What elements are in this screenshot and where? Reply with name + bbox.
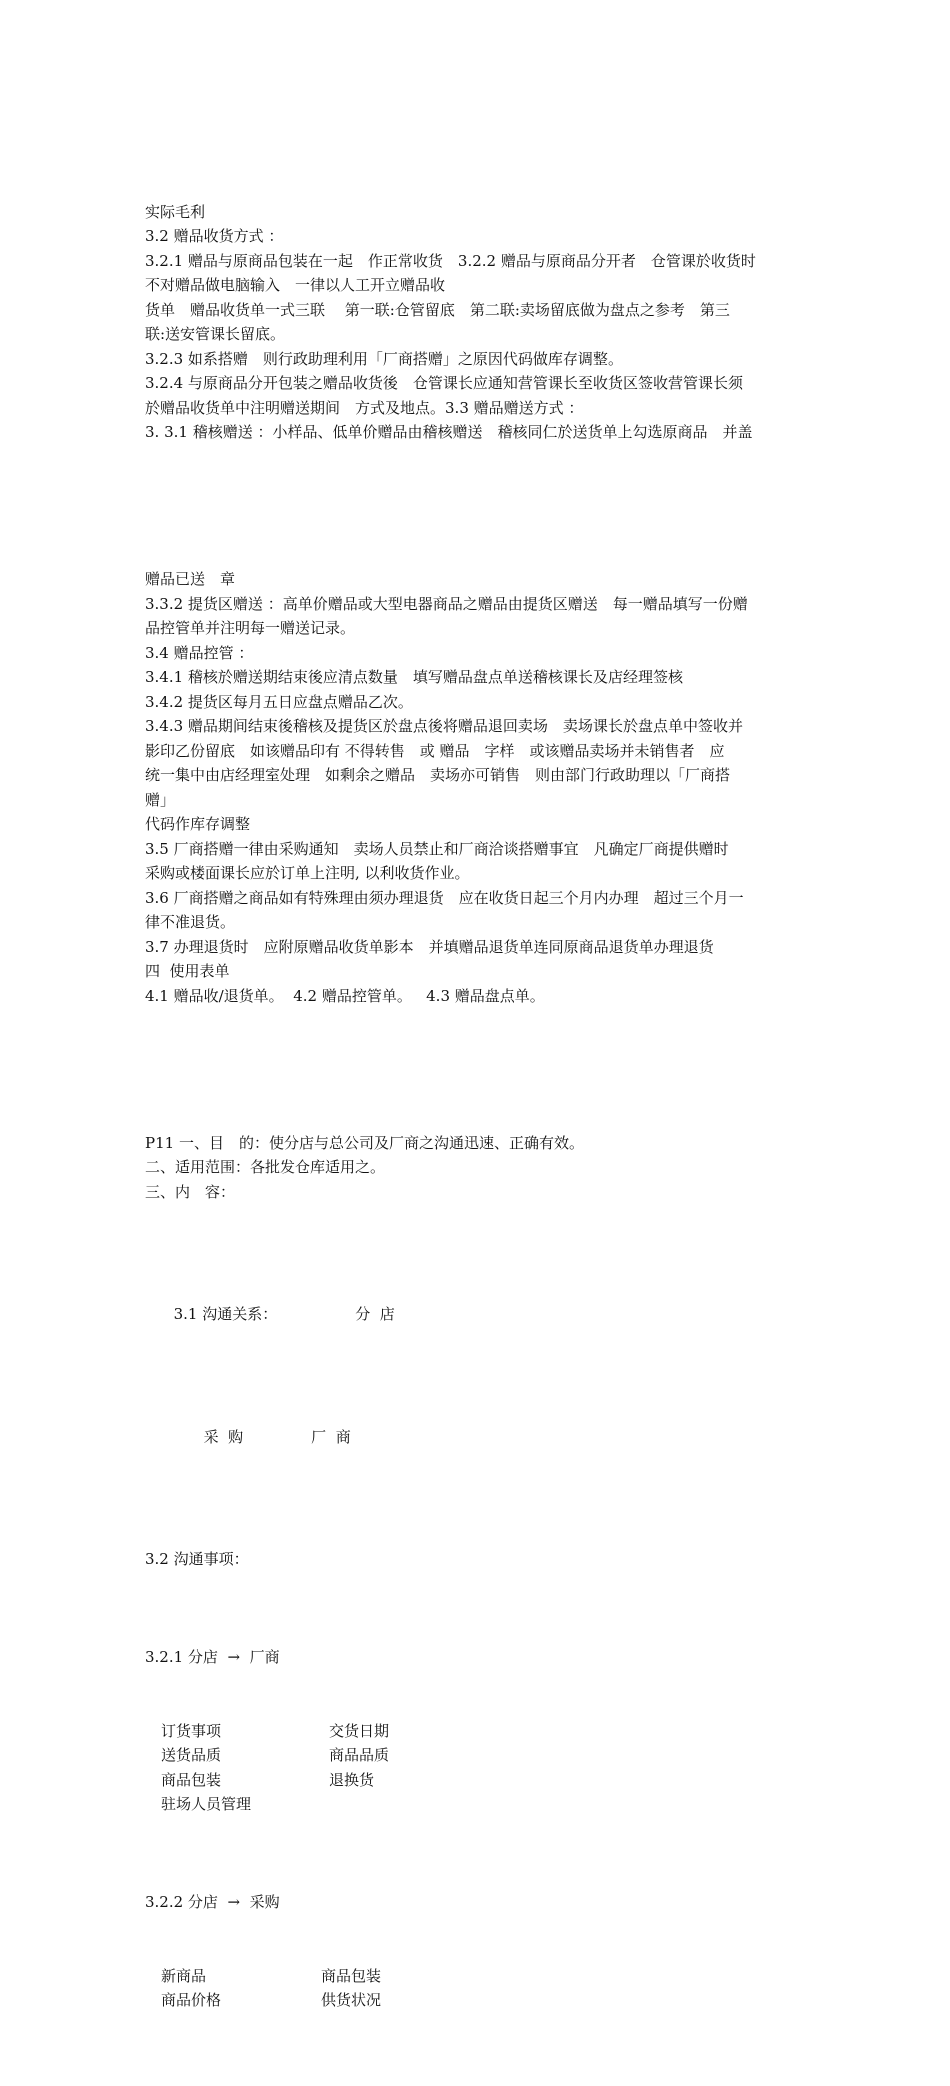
comm-purchase-vendor-line	[145, 1400, 815, 1474]
paragraph-line: 3.3.2 提货区赠送 ：高单价赠品或大型电器商品之赠品由提货区赠送 每一赠品填写一份赠	[145, 594, 748, 613]
list-item: 新商品	[161, 1966, 207, 1985]
section-321-list	[145, 1719, 815, 1817]
paragraph-line: 3.7 办理退货时 应附原赠品收货单影本 并填赠品退货单连同原商品退货单办理退货	[145, 937, 714, 956]
list-row	[145, 1719, 815, 1744]
paragraph-line: 二、适用范围：各批发仓库适用之。	[145, 1158, 386, 1176]
paragraph-line: 3.5 厂商搭赠一律由采购通知 卖场人员禁止和厂商洽谈搭赠事宜 凡确定厂商提供赠时	[145, 839, 729, 858]
list-row	[145, 1988, 815, 2013]
list-item: 订货事项	[161, 1721, 222, 1740]
paragraph-line: 实际毛利	[145, 202, 206, 221]
comm-purchase-label: 采 购	[203, 1427, 244, 1446]
comm-items-title: 3.2 沟通事项：	[145, 1550, 249, 1568]
document-body	[145, 126, 815, 2086]
paragraph-line: 3.2 赠品收货方式 ：	[145, 227, 284, 245]
section-322-title: 3.2.2 分店 → 采购	[145, 1893, 280, 1911]
list-item: 驻场人员管理	[161, 1795, 252, 1813]
paragraph-line: 3.6 厂商搭赠之商品如有特殊理由须办理退货 应在收货日起三个月内办理 超过三个月一	[145, 888, 744, 907]
list-item: 商品包装	[321, 1966, 382, 1985]
paragraph-line: 3.2.3 如系搭赠 则行政助理利用「厂商搭赠」之原因代码做库存调整。	[145, 349, 623, 368]
paragraph-line: 3.4.2 提货区每月五日应盘点赠品乙次。	[145, 692, 413, 711]
paragraph-line: 四 使用表单	[145, 962, 230, 980]
list-row	[145, 1964, 815, 1989]
paragraph-line: 赠品已送 章	[145, 570, 236, 588]
paragraph-line: 采购或楼面课长应於订单上注明, 以利收货作业。	[145, 864, 470, 882]
paragraph-line: 4.1 赠品收/退货单。 4.2 赠品控管单。 4.3 赠品盘点单。	[145, 986, 545, 1005]
list-row	[145, 1743, 815, 1768]
paragraph-line: 3.2.4 与原商品分开包装之赠品收货後 仓管课长应通知营管课长至收货区签收营管课长须	[145, 374, 743, 392]
list-item	[329, 1792, 529, 1817]
paragraph-line: 3.4.3 赠品期间结束後稽核及提货区於盘点後将赠品退回卖场 卖场课长於盘点单中签收并	[145, 717, 743, 735]
comm-vendor-label: 厂 商	[311, 1427, 351, 1446]
blank-line	[145, 1057, 815, 1082]
paragraph-line: 三、内 容：	[145, 1182, 236, 1201]
paragraph-line: 品控管单并注明每一赠送记录。	[145, 619, 356, 637]
list-item: 送货品质	[161, 1746, 222, 1764]
paragraph-line: 於赠品收货单中注明赠送期间 方式及地点。3.3 赠品赠送方式 ：	[145, 398, 584, 417]
paragraph-line: P11 一、目 的：使分店与总公司及厂商之沟通迅速、正确有效。	[145, 1133, 584, 1152]
paragraph-line: 3.4.1 稽核於赠送期结束後应清点数量 填写赠品盘点单送稽核课长及店经理签核	[145, 668, 683, 686]
paragraph-line: 代码作库存调整	[145, 815, 251, 833]
list-row	[145, 1792, 815, 1817]
paragraph-line: 影印乙份留底 如该赠品印有 不得转售 或 赠品 字样 或该赠品卖场并未销售者 应	[145, 741, 725, 760]
paragraph-line: 联:送安管课长留底。	[145, 325, 286, 343]
paragraph-line: 不对赠品做电脑输入 一律以人工开立赠品收	[145, 276, 446, 294]
paragraph-line: 统一集中由店经理室处理 如剩余之赠品 卖场亦可销售 则由部门行政助理以「厂商搭	[145, 766, 731, 784]
list-item: 供货状况	[321, 1991, 382, 2009]
list-row	[145, 1768, 815, 1793]
paragraph-line: 3. 3.1 稽核赠送 ：小样品、低单价赠品由稽核赠送 稽核同仁於送货单上勾选原商品 并盖	[145, 423, 753, 441]
paragraph-line: 3.2.1 赠品与原商品包装在一起 作正常收货 3.2.2 赠品与原商品分开者 仓管课於收货时	[145, 251, 756, 270]
paragraph-line: 货单 赠品收货单一式三联 第一联:仓管留底 第二联:卖场留底做为盘点之参考 第三	[145, 300, 730, 319]
section-321-title: 3.2.1 分店 → 厂商	[145, 1648, 280, 1666]
section-322-list	[145, 1964, 815, 2013]
comm-relation-line	[145, 1278, 815, 1352]
list-item: 交货日期	[329, 1721, 390, 1740]
paragraph-line: 3.4 赠品控管 ：	[145, 643, 254, 662]
paragraph-line: 赠」	[145, 790, 176, 809]
list-item: 退换货	[329, 1770, 375, 1789]
paragraph-line: 律不准退货。	[145, 913, 236, 931]
list-item: 商品价格	[161, 1991, 222, 2009]
blank-line	[145, 494, 815, 519]
list-item: 商品品质	[329, 1746, 390, 1764]
list-item: 商品包装	[161, 1770, 222, 1789]
comm-relation-label: 3.1 沟通关系：	[173, 1305, 278, 1323]
comm-branch-label: 分 店	[355, 1305, 395, 1323]
